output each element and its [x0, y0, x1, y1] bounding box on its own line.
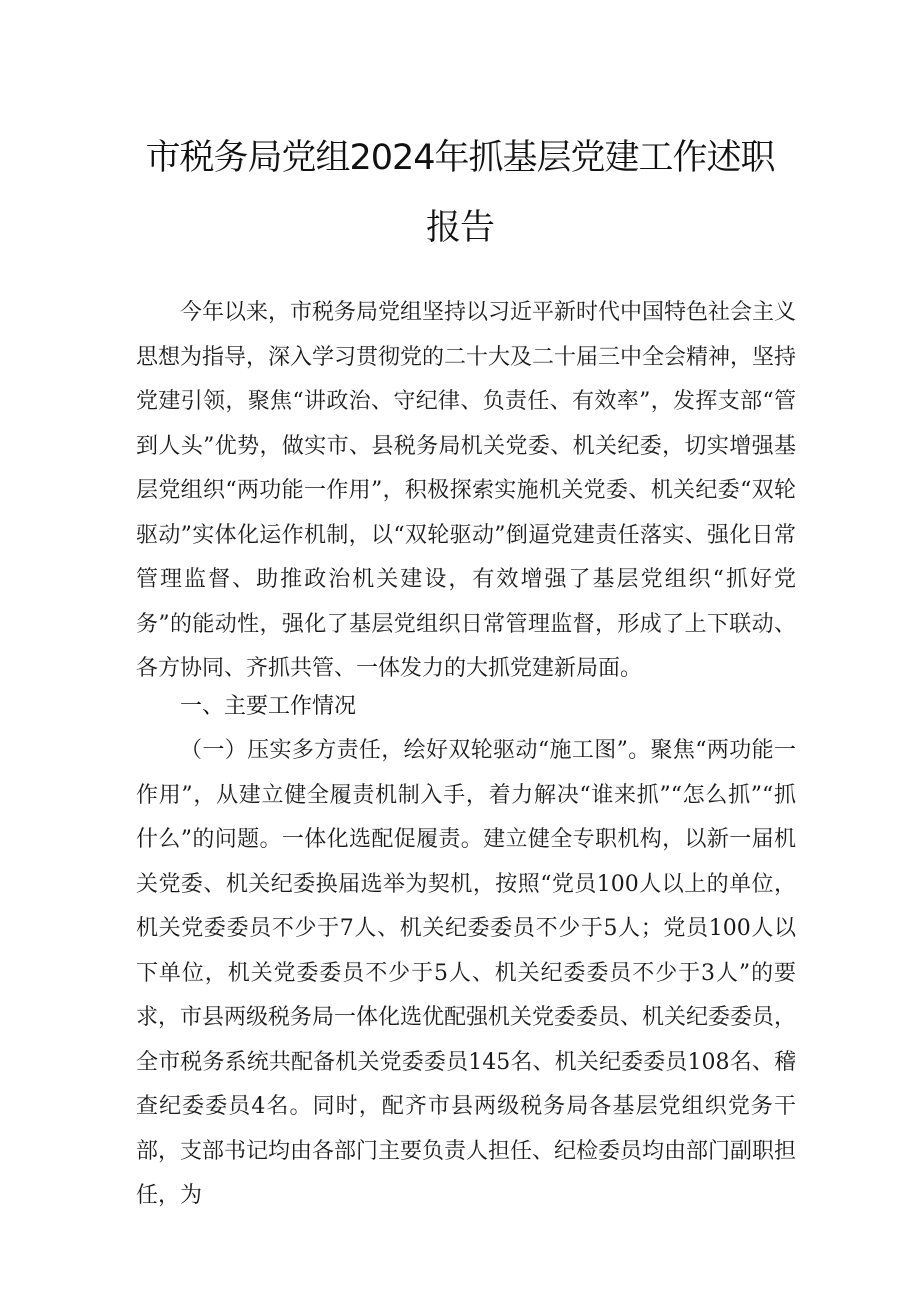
document-title-line-2: 报告	[425, 208, 494, 248]
document-title-line-1: 市税务局党组2024年抓基层党建工作述职	[145, 138, 775, 178]
body-paragraph: （一）压实多方责任，绘好双轮驱动“施工图”。聚焦“两功能一作用”，从建立健全履责机制入手，着力解决“谁来抓”“怎么抓”“抓什么”的问题。一体化选配促履责。建立健全专职机构，以新一届机关党委、机关纪委换届选举为契机，按照“党员100人以上的单位，机关党委委员不少于7人、机关纪委委员不少于5人；党员100人以下单位，机关党委委员不少于5人、机关纪委委员不少于3人”的要求，市县两级税务局一体化选优配强机关党委委员、机关纪委委员，全市税务系统共配备机关党委委员145名、机关纪委委员108名、稽查纪委委员4名。同时，配齐市县两级税务局各基层党组织党务干部，支部书记均由各部门主要负责人担任、纪检委员均由部门副职担任，为	[136, 738, 797, 1208]
section-heading: 一、主要工作情况	[180, 694, 357, 719]
intro-paragraph: 今年以来，市税务局党组坚持以习近平新时代中国特色社会主义思想为指导，深入学习贯彻党的二十大及二十届三中全会精神，坚持党建引领，聚焦“讲政治、守纪律、负责任、有效率”，发挥支部“管到人头”优势，做实市、县税务局机关党委、机关纪委，切实增强基层党组织“两功能一作用”，积极探索实施机关党委、机关纪委“双轮驱动”实体化运作机制，以“双轮驱动”倒逼党建责任落实、强化日常管理监督、助推政治机关建设，有效增强了基层党组织“抓好党务”的能动性，强化了基层党组织日常管理监督，形成了上下联动、各方协同、齐抓共管、一体发力的大抓党建新局面。	[136, 300, 797, 681]
